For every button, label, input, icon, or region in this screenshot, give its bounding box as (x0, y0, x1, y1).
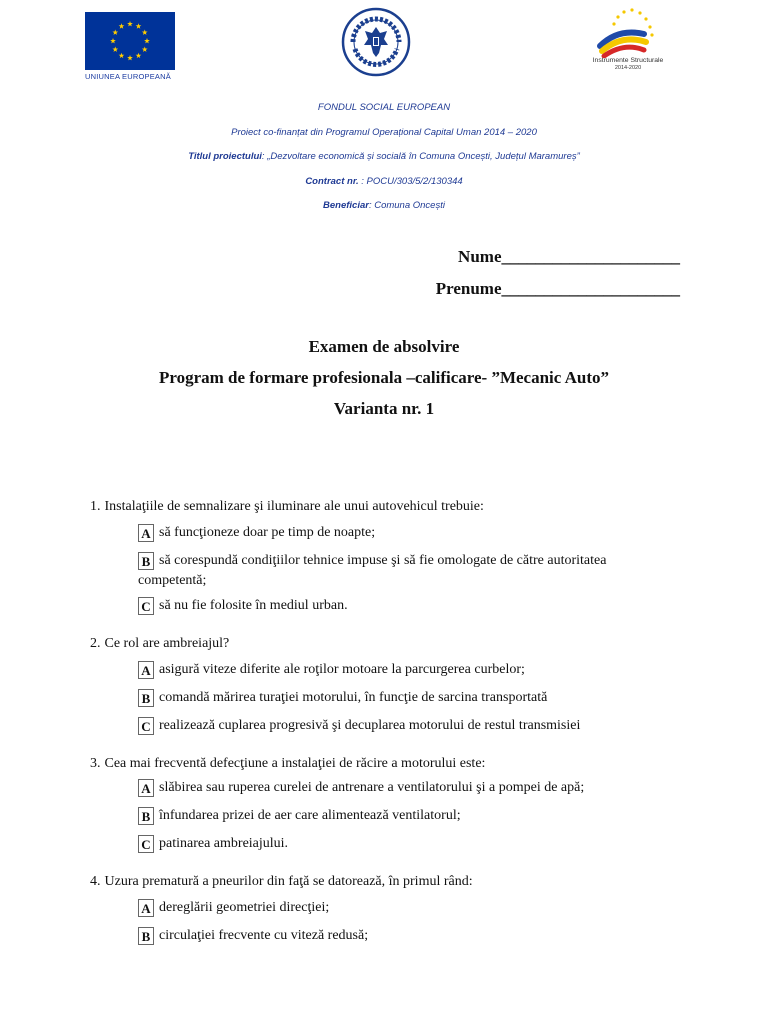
beneficiary-label: Beneficiar (323, 200, 369, 211)
questions-list (90, 497, 690, 946)
answer-option[interactable] (138, 551, 690, 591)
eu-logo (85, 12, 175, 81)
question (90, 497, 690, 616)
option-letter[interactable]: C (138, 597, 154, 615)
program-name: Proiect co-finanțat din Programul Operațional Capital Uman 2014 – 2020 (231, 126, 537, 138)
beneficiary-value: : Comuna Oncești (368, 200, 445, 211)
option-letter[interactable]: A (138, 779, 154, 797)
option-text: înfundarea prizei de aer care alimentează ventilatorul; (159, 808, 461, 823)
option-text (138, 551, 690, 591)
question-text (90, 497, 690, 517)
option-letter[interactable]: A (138, 899, 154, 917)
exam-title: Examen de absolvire (308, 337, 460, 356)
eu-label: UNIUNEA EUROPEANĂ (85, 72, 171, 81)
project-title-label: Titlul proiectului (188, 151, 262, 162)
answer-option[interactable] (138, 523, 690, 543)
beneficiary (0, 199, 768, 224)
answer-option[interactable] (138, 660, 690, 680)
is-label-line2: 2014-2020 (614, 65, 642, 71)
answer-option[interactable] (138, 806, 690, 826)
eu-flag-icon (85, 12, 175, 70)
option-text: să nu fie folosite în mediul urban. (159, 598, 348, 613)
exam-program: Program de formare profesionala –calificare- ”Mecanic Auto” (158, 368, 610, 387)
fund-name: FONDUL SOCIAL EUROPEAN (317, 102, 451, 113)
option-letter[interactable]: A (138, 661, 154, 679)
exam-variant: Varianta nr. 1 (333, 399, 435, 418)
question-number: 1. (90, 499, 101, 514)
question (90, 634, 690, 736)
question-number: 2. (90, 636, 101, 651)
student-fields (380, 246, 680, 310)
answer-option[interactable] (138, 926, 690, 946)
option-text: realizează cuplarea progresivă şi decuplarea motorului de restul transmisiei (159, 718, 581, 733)
instrumente-structurale-logo (578, 4, 678, 88)
instrumente-structurale-label (578, 57, 678, 71)
answer-option[interactable] (138, 688, 690, 708)
answer-option[interactable] (138, 898, 690, 918)
contract-number (0, 175, 768, 200)
name-field[interactable]: Nume_____________________ (458, 247, 680, 266)
option-letter[interactable]: C (138, 835, 154, 853)
logo-header (0, 0, 768, 95)
question (90, 872, 690, 946)
guvernul-romaniei-seal-icon (341, 7, 411, 77)
question-label: Instalaţiile de semnalizare şi iluminare ale unui autovehicul trebuie: (104, 499, 484, 514)
option-text: dereglării geometriei direcţiei; (159, 900, 330, 915)
option-text: asigură viteze diferite ale roţilor motoare la parcurgerea curbelor; (159, 662, 525, 677)
answer-option[interactable] (138, 716, 690, 736)
option-letter[interactable]: A (138, 524, 154, 542)
option-text-line1: să corespundă condiţiilor tehnice impuse şi să fie omologate de către autoritatea (159, 553, 607, 568)
option-text-line2: competentă; (138, 573, 207, 588)
option-letter[interactable]: B (138, 689, 154, 707)
option-text: comandă mărirea turaţiei motorului, în funcţie de sarcina transportată (159, 690, 548, 705)
answer-option[interactable] (138, 596, 690, 616)
contract-value: : POCU/303/5/2/130344 (358, 175, 463, 187)
option-text: patinarea ambreiajului. (159, 836, 289, 851)
option-text: circulaţiei frecvente cu viteză redusă; (159, 928, 369, 943)
option-letter[interactable]: C (138, 717, 154, 735)
question-text (90, 872, 690, 892)
question-text (90, 634, 690, 654)
surname-field[interactable]: Prenume_____________________ (435, 279, 680, 298)
project-title (0, 150, 768, 175)
option-letter[interactable]: B (138, 552, 154, 570)
answer-option[interactable] (138, 778, 690, 798)
project-info (0, 101, 768, 224)
question-number: 4. (90, 874, 101, 889)
question-label: Ce rol are ambreiajul? (104, 636, 230, 651)
contract-label: Contract nr. (305, 175, 359, 187)
question (90, 754, 690, 854)
option-text: slăbirea sau ruperea curelei de antrenare a ventilatorului şi a pompei de apă; (159, 780, 585, 795)
option-letter[interactable]: B (138, 927, 154, 945)
question-number: 3. (90, 756, 101, 771)
question-label: Uzura prematură a pneurilor din faţă se datorează, în primul rând: (104, 874, 473, 889)
answer-option[interactable] (138, 834, 690, 854)
exam-titles (0, 336, 768, 429)
question-label: Cea mai frecventă defecţiune a instalaţiei de răcire a motorului este: (104, 756, 486, 771)
project-title-value: : „Dezvoltare economică și socială în Comuna Oncești, Județul Maramureș” (261, 151, 580, 162)
question-text (90, 754, 690, 774)
option-letter[interactable]: B (138, 807, 154, 825)
option-text: să funcţioneze doar pe timp de noapte; (159, 525, 376, 540)
is-label-line1: Instrumente Structurale (592, 57, 664, 64)
instrumente-structurale-icon (578, 4, 678, 58)
